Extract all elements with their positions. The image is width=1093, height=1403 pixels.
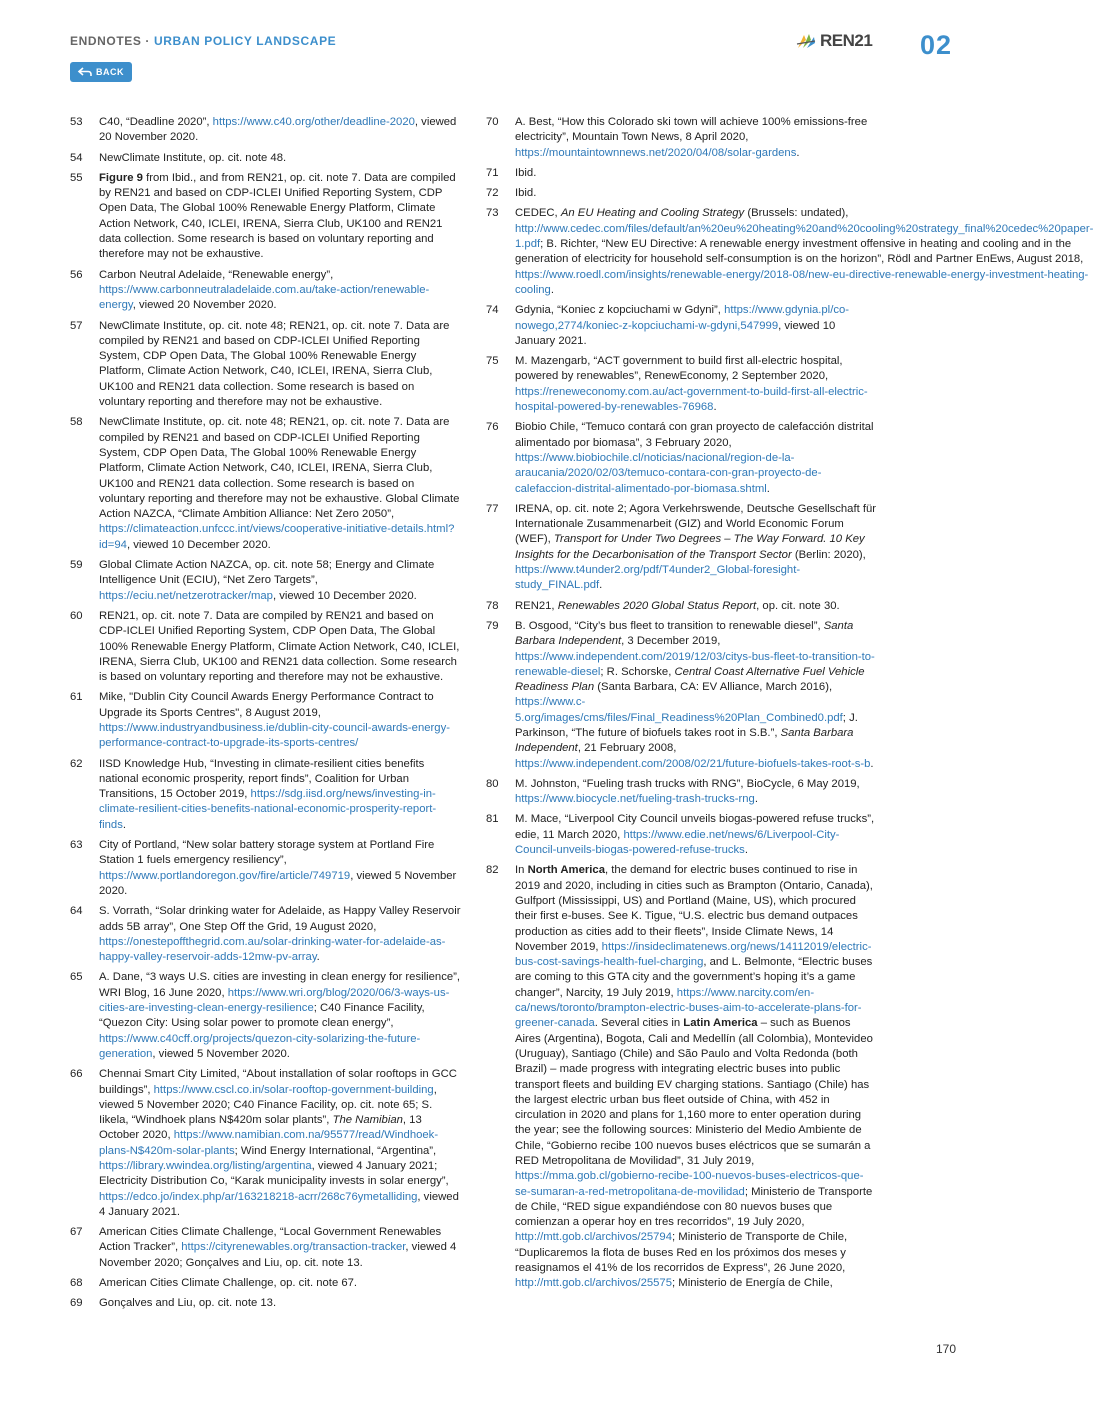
endnote-text xyxy=(99,558,462,604)
text-run: , viewed 4 January 2021. xyxy=(99,1190,459,1218)
citation-link[interactable]: https://sdg.iisd.org/news/investing-in-climate-resilient-cities-benefits-national-economic-prosperity-report-finds xyxy=(99,788,437,831)
endnote-text xyxy=(99,690,462,751)
citation-link[interactable]: https://www.c40cff.org/projects/quezon-city-solarizing-the-future-generation xyxy=(99,1032,421,1060)
text-run: ; R. Schorske, xyxy=(600,665,675,678)
citation-link[interactable]: https://eciu.net/netzerotracker/map xyxy=(99,589,273,602)
citation-link[interactable]: https://insideclimatenews.org/news/14112019/electric-bus-cost-savings-health-fuel-charging xyxy=(515,940,872,969)
endnote-text xyxy=(515,777,878,808)
text-run: C40, “Deadline 2020”, xyxy=(99,116,213,128)
text-run: (Berlin: 2020), xyxy=(791,548,866,561)
citation-link[interactable]: https://www.gdynia.pl/co-nowego,2774/koniec-z-kopciuchami-w-gdyni,547999 xyxy=(515,304,850,332)
text-run: ; J. Parkinson, “The future of biofuels takes root in S.B.”, xyxy=(515,711,858,739)
endnote-number: 67 xyxy=(70,1226,83,1239)
text-run: , viewed 10 January 2021. xyxy=(515,319,836,347)
endnote-number: 54 xyxy=(70,151,83,164)
page-number: 170 xyxy=(935,1342,956,1356)
endnote-number: 55 xyxy=(70,171,83,184)
section-title: URBAN POLICY LANDSCAPE xyxy=(153,34,337,48)
text-run: . xyxy=(599,579,603,592)
italic-title: Santa Barbara Independent xyxy=(515,619,854,648)
endnote-text xyxy=(515,166,878,181)
endnote-number: 57 xyxy=(70,319,83,332)
endnotes-right-column xyxy=(486,115,1093,1297)
back-button[interactable] xyxy=(70,62,132,82)
endnote-number: 56 xyxy=(70,268,83,281)
endnote-text xyxy=(515,619,878,772)
text-run: , viewed 5 November 2020. xyxy=(99,869,457,897)
citation-link[interactable]: https://www.carbonneutraladelaide.com.au/take-action/renewable-energy xyxy=(99,283,430,312)
endnote-66 xyxy=(70,1067,462,1220)
text-run: Global Climate Action NAZCA, op. cit. note 58; Energy and Climate Intelligence Unit (ECIU), “Net Zero Targets”, xyxy=(99,559,435,587)
endnote-number: 66 xyxy=(70,1068,83,1081)
endnote-73 xyxy=(486,206,1093,298)
citation-link[interactable]: https://www.t4under2.org/pdf/T4under2_Global-foresight-study_FINAL.pdf xyxy=(515,564,801,592)
text-run: . xyxy=(870,757,874,770)
text-run: M. Johnston, “Fueling trash trucks with RNG”, BioCycle, 6 May 2019, xyxy=(515,777,860,790)
back-label: BACK xyxy=(96,67,124,77)
endnote-76 xyxy=(486,420,878,496)
citation-link[interactable]: https://www.independent.com/2008/02/21/future-biofuels-takes-root-s-b xyxy=(515,757,871,770)
text-run: , viewed 5 November 2020; C40 Finance Facility, op. cit. note 65; S. Iikela, “Windhoek plans N$420m solar plants”, xyxy=(99,1083,437,1127)
endnote-number: 62 xyxy=(70,757,83,770)
citation-link[interactable]: https://www.c-5.org/images/cms/files/Final_Readiness%20Plan_Combined0.pdf xyxy=(515,696,843,724)
text-run: ; Ministerio de Transporte de Chile, “RED sigue expandiéndose con 80 nuevos buses que comienzan a operar hoy en tres recorridos”, 19 July 2020, xyxy=(515,1185,873,1229)
text-run: A. Dane, “3 ways U.S. cities are investing in clean energy for resilience”, WRI Blog, 16 June 2020, xyxy=(99,971,461,999)
endnote-number: 58 xyxy=(70,416,83,429)
text-run: . xyxy=(744,844,748,857)
endnote-70 xyxy=(486,115,878,161)
endnote-text xyxy=(515,599,878,614)
endnote-text xyxy=(99,151,462,166)
endnote-number: 77 xyxy=(486,502,499,515)
text-run: ; Ministerio de Energía de Chile, xyxy=(672,1277,833,1290)
endnote-text xyxy=(515,186,878,201)
endnote-text xyxy=(99,1276,462,1291)
endnote-number: 80 xyxy=(486,777,499,790)
citation-link[interactable]: https://www.portlandoregon.gov/fire/article/749719 xyxy=(99,869,351,882)
text-run: ; B. Richter, “New EU Directive: A renewable energy investment offensive in heating and cooling and in the generation of electricity for household self-consumption is on the horizon”, Rödl and Partner EnEws, August 2018, xyxy=(515,238,1084,266)
text-run: . Several cities in xyxy=(594,1017,684,1030)
endnote-64 xyxy=(70,904,462,965)
section-header xyxy=(70,34,336,48)
endnote-53 xyxy=(70,115,462,146)
bold-text: Latin America xyxy=(683,1017,758,1030)
endnote-text xyxy=(99,268,462,314)
italic-title: Transport for Under Two Degrees – The Way Forward. 10 Key Insights for the Decarbonisation of the Transport Sector xyxy=(515,533,865,561)
text-run: IISD Knowledge Hub, “Investing in climate-resilient cities benefits national economic prosperity, report finds”, Coalition for Urban Transitions, 15 October 2019, xyxy=(99,757,425,801)
citation-link[interactable]: https://reneweconomy.com.au/act-government-to-build-first-all-electric-hospital-powered-by-renewables-76968 xyxy=(515,385,868,414)
endnote-number: 60 xyxy=(70,609,83,622)
citation-link[interactable]: http://www.cedec.com/files/default/an%20eu%20heating%20and%20cooling%20strategy_final%20cedec%20paper-1.pdf xyxy=(515,222,1093,251)
endnote-71 xyxy=(486,166,878,181)
italic-title: Renewables 2020 Global Status Report xyxy=(557,599,757,612)
text-run: Gonçalves and Liu, op. cit. note 13. xyxy=(99,1297,277,1310)
endnote-79 xyxy=(486,619,878,772)
endnote-number: 53 xyxy=(70,116,83,128)
endnote-62 xyxy=(70,757,462,833)
endnote-text xyxy=(99,319,462,411)
citation-link[interactable]: https://www.edie.net/news/6/Liverpool-City-Council-unveils-biogas-powered-refuse-trucks xyxy=(515,828,840,857)
endnote-72 xyxy=(486,186,878,201)
endnotes-left-column xyxy=(70,115,462,1317)
italic-title: An EU Heating and Cooling Strategy xyxy=(560,207,745,220)
endnote-text xyxy=(99,609,462,685)
text-run: , viewed 10 December 2020. xyxy=(126,538,271,551)
text-run: , 13 October 2020, xyxy=(99,1114,422,1142)
endnote-text xyxy=(515,420,878,496)
citation-link[interactable]: https://onestepoffthegrid.com.au/solar-drinking-water-for-adelaide-as-happy-valley-reservoir-adds-12mw-pv-array xyxy=(99,935,446,964)
endnote-number: 79 xyxy=(486,619,499,632)
citation-link[interactable]: https://www.cscl.co.in/solar-rooftop-government-building xyxy=(153,1083,434,1096)
text-run: Carbon Neutral Adelaide, “Renewable energy”, xyxy=(99,268,334,281)
citation-link[interactable]: https://www.independent.com/2019/12/03/citys-bus-fleet-to-transition-to-renewable-diesel xyxy=(515,650,875,678)
endnote-number: 82 xyxy=(486,864,499,877)
endnote-text xyxy=(515,115,878,161)
text-run: CEDEC, xyxy=(515,207,561,220)
endnote-58 xyxy=(70,415,462,553)
endnote-54 xyxy=(70,151,462,166)
text-run: . xyxy=(122,818,127,831)
endnote-55 xyxy=(70,171,462,263)
italic-title: Santa Barbara Independent xyxy=(515,726,854,755)
endnote-number: 61 xyxy=(70,691,83,704)
text-run: (Brussels: undated), xyxy=(744,207,849,220)
endnote-text xyxy=(99,970,462,1062)
endnote-number: 69 xyxy=(70,1297,83,1310)
endnote-number: 81 xyxy=(486,813,499,826)
italic-title: The Namibian xyxy=(332,1114,403,1127)
text-run: . xyxy=(766,482,770,495)
text-run: American Cities Climate Challenge, op. cit. note 67. xyxy=(99,1277,358,1290)
ren21-logo xyxy=(796,31,872,51)
text-run: M. Mazengarb, “ACT government to build first all-electric hospital, powered by renewables”, RenewEconomy, 2 September 2020, xyxy=(515,355,843,383)
endnote-61 xyxy=(70,690,462,751)
endnote-number: 75 xyxy=(486,355,499,368)
endnote-59 xyxy=(70,558,462,604)
endnote-text xyxy=(99,838,462,899)
text-run: IRENA, op. cit. note 2; Agora Verkehrswende, Deutsche Gesellschaft für Internationale Zusammenarbeit (GIZ) and World Economic Forum (WEF), xyxy=(515,502,877,546)
citation-link[interactable]: https://www.narcity.com/en-ca/news/toronto/brampton-electric-buses-aim-to-accelerate-plans-for-greener-canada xyxy=(515,986,862,1030)
citation-link[interactable]: https://www.biobiochile.cl/noticias/nacional/region-de-la-araucania/2020/02/03/temuco-contara-con-gran-proyecto-de-calefaccion-distrital-alimentado-por-biomasa.shtml xyxy=(515,451,822,495)
endnote-number: 72 xyxy=(486,187,499,200)
text-run: , viewed 5 November 2020. xyxy=(152,1047,290,1060)
text-run: – such as Buenos Aires (Argentina), Bogota, Cali and Medellín (all Colombia), Montevideo (Uruguay), Santiago (Chile) and São Paulo and Volta Redonda (both Brazil) – made progress with integrating electric buses into public transport fleets and building EV charging stations. Santiago (Chile) has the largest electric urban bus fleet outside of China, with 452 in circulation in 2020 and plans for 1,160 more to enter operation during the year; see the following sources: Ministerio del Medio Ambiente de Chile, “Gobierno recibe 100 nuevos buses eléctricos que se sumarán a RED Metropolitana de Movilidad”, 31 July 2019, xyxy=(515,1017,873,1167)
text-run: Chennai Smart City Limited, “About installation of solar rooftops in GCC buildings”, xyxy=(99,1068,457,1096)
ren21-logo-icon xyxy=(796,32,816,50)
text-run: ; Ministerio de Transporte de Chile, “Duplicaremos la flota de buses Red en los próximos dos meses y reasignamos el 41% de los recorridos de Express”, 26 June 2020, xyxy=(515,1231,848,1275)
text-run: In xyxy=(515,864,528,877)
endnote-63 xyxy=(70,838,462,899)
endnote-number: 59 xyxy=(70,559,83,572)
endnote-68 xyxy=(70,1276,462,1291)
endnote-74 xyxy=(486,303,878,349)
endnote-number: 65 xyxy=(70,971,83,984)
text-run: Ibid. xyxy=(515,187,537,200)
back-arrow-icon xyxy=(78,67,92,77)
endnote-text xyxy=(99,115,462,146)
text-run: B. Osgood, “City’s bus fleet to transition to renewable diesel”, xyxy=(515,619,824,632)
citation-link[interactable]: https://www.industryandbusiness.ie/dublin-city-council-awards-energy-performance-contract-to-upgrade-its-sports-centres/ xyxy=(99,721,450,750)
endnote-text xyxy=(515,863,878,1291)
text-run: . xyxy=(713,401,717,414)
text-run: , the demand for electric buses continued to rise in 2019 and 2020, including in cities such as Brampton (Ontario, Canada), Gulfport (Mississippi, US) and Portland (Maine, US), which procured their first e-buses. See K. Tigue, “U.S. electric bus demand outpaces production as cities add to their fleets”, Inside Climate News, 14 November 2019, xyxy=(515,864,873,953)
text-run: , op. cit. note 30. xyxy=(756,599,840,612)
text-run: REN21, xyxy=(515,599,558,612)
text-run: from Ibid., and from REN21, op. cit. note 7. Data are compiled by REN21 and based on CDP-ICLEI Unified Reporting System, CDP Open Data, The Global 100% Renewable Energy Platform, Climate Action Network, C40, ICLEI, IRENA, Sierra Club, UK100 and REN21 data collection. Some research is based on voluntary reporting and therefore may not be exhaustive. xyxy=(99,171,456,261)
endnote-number: 74 xyxy=(486,304,499,317)
citation-link[interactable]: https://www.namibian.com.na/95577/read/Windhoek-plans-N$420m-solar-plants xyxy=(99,1129,439,1157)
endnote-text xyxy=(515,354,878,415)
text-run: City of Portland, “New solar battery storage system at Portland Fire Station 1 fuels emergency resiliency”, xyxy=(99,839,435,867)
text-run: REN21, op. cit. note 7. Data are compiled by REN21 and based on CDP-ICLEI Unified Reporting System, CDP Open Data, The Global 100% Renewable Energy Platform, Climate Action Network, C40, ICLEI, IRENA, Sierra Club, UK100 and REN21 data collection. Some research is based on voluntary reporting and therefore may not be exhaustive. xyxy=(99,609,460,684)
endnote-77 xyxy=(486,502,878,594)
citation-link[interactable]: https://library.wwindea.org/listing/argentina xyxy=(99,1160,312,1172)
citation-link[interactable]: https://www.c40.org/other/deadline-2020 xyxy=(212,116,415,128)
text-run: Mike, "Dublin City Council Awards Energy Performance Contract to Upgrade its Sports Centres", 8 August 2019, xyxy=(99,691,434,719)
citation-link[interactable]: http://mtt.gob.cl/archivos/25575 xyxy=(515,1277,672,1290)
endnote-number: 76 xyxy=(486,421,499,434)
endnote-text xyxy=(515,502,878,594)
citation-link[interactable]: https://www.wri.org/blog/2020/06/3-ways-us-cities-are-investing-clean-energy-resilience xyxy=(99,986,450,1015)
endnote-text xyxy=(99,1296,462,1311)
citation-link[interactable]: https://mma.gob.cl/gobierno-recibe-100-nuevos-buses-electricos-que-se-sumaran-a-red-metropolitana-de-movilidad xyxy=(515,1170,864,1198)
citation-link[interactable]: https://mountaintownnews.net/2020/04/08/solar-gardens xyxy=(515,146,797,159)
endnote-80 xyxy=(486,777,878,808)
text-run: Biobio Chile, “Temuco contará con gran proyecto de calefacción distrital alimentado por biomasa”, 3 February 2020, xyxy=(515,421,874,449)
endnote-text xyxy=(515,303,878,349)
endnote-number: 78 xyxy=(486,599,499,612)
text-run: Gdynia, “Koniec z kopciuchami w Gdyni”, xyxy=(515,304,725,317)
italic-title: Central Coast Alternative Fuel Vehicle Readiness Plan xyxy=(515,665,865,694)
text-run: , 21 February 2008, xyxy=(577,742,677,755)
endnote-60 xyxy=(70,609,462,685)
text-run: A. Best, “How this Colorado ski town will achieve 100% emissions-free electricity”, Mountain Town News, 8 April 2020, xyxy=(515,116,868,144)
bold-text: North America xyxy=(527,864,605,877)
text-run: ; Wind Energy International, “Argentina”, xyxy=(234,1144,437,1157)
endnote-number: 71 xyxy=(486,166,499,179)
text-run: American Cities Climate Challenge, “Local Government Renewables Action Tracker”, xyxy=(99,1226,442,1254)
endnote-text xyxy=(99,415,462,553)
text-run: , 3 December 2019, xyxy=(621,635,721,648)
endnote-57 xyxy=(70,319,462,411)
text-run: , viewed 4 November 2020; Gonçalves and Liu, op. cit. note 13. xyxy=(99,1241,457,1269)
endnote-number: 68 xyxy=(70,1277,83,1290)
text-run: NewClimate Institute, op. cit. note 48; REN21, op. cit. note 7. Data are compiled by REN21 and based on CDP-ICLEI Unified Reporting System, CDP Open Data, The Global 100% Renewable Energy Platform, Climate Action Network, C40, ICLEI, IRENA, Sierra Club, UK100 and REN21 data collection. Some research is based on voluntary reporting and therefore may not be exhaustive. Global Climate Action NAZCA, “Climate Ambition Alliance: Net Zero 2050”, xyxy=(99,416,460,521)
endnote-text xyxy=(99,904,462,965)
text-run: NewClimate Institute, op. cit. note 48. xyxy=(99,151,287,164)
text-run: , viewed 10 December 2020. xyxy=(272,589,417,602)
text-run: S. Vorrath, “Solar drinking water for Adelaide, as Happy Valley Reservoir adds 5B array”, One Step Off the Grid, 19 August 2020, xyxy=(99,905,461,933)
text-run: . xyxy=(550,283,554,296)
text-run: . xyxy=(754,793,758,806)
text-run: , viewed 4 January 2021; Electricity Distribution Co, “Karak municipality invests in solar energy”, xyxy=(99,1160,449,1188)
text-run: . xyxy=(796,146,800,159)
endnote-67 xyxy=(70,1225,462,1271)
endnote-65 xyxy=(70,970,462,1062)
logo-text: REN21 xyxy=(820,31,873,50)
endnote-82 xyxy=(486,863,878,1291)
chapter-number: 02 xyxy=(920,30,953,60)
citation-link[interactable]: https://cityrenewables.org/transaction-tracker xyxy=(181,1241,406,1254)
text-run: . xyxy=(316,951,320,964)
endnote-69 xyxy=(70,1296,462,1311)
text-run: Ibid. xyxy=(515,166,537,179)
bold-text: Figure 9 xyxy=(99,171,143,184)
text-run: M. Mace, “Liverpool City Council unveils biogas-powered refuse trucks”, edie, 11 March 2020, xyxy=(515,813,875,841)
text-run: ; C40 Finance Facility, “Quezon City: Using solar power to promote clean energy”, xyxy=(99,1002,425,1030)
text-run: , and L. Belmonte, “Electric buses are coming to this GTA city and the government’s hoping it’s a game changer”, Narcity, 19 July 2019, xyxy=(515,956,873,999)
endnote-text xyxy=(99,171,462,263)
text-run: , viewed 20 November 2020. xyxy=(132,299,277,312)
endnote-text xyxy=(515,206,1093,298)
endnote-text xyxy=(99,1067,462,1220)
endnote-number: 63 xyxy=(70,839,83,852)
endnote-75 xyxy=(486,354,878,415)
endnote-text xyxy=(515,812,878,858)
endnote-number: 70 xyxy=(486,116,499,128)
text-run: NewClimate Institute, op. cit. note 48; REN21, op. cit. note 7. Data are compiled by REN21 and based on CDP-ICLEI Unified Reporting System, CDP Open Data, The Global 100% Renewable Energy Platform, Climate Action Network, C40, ICLEI, IRENA, Sierra Club, UK100 and REN21 data collection. Some research is based on voluntary reporting and therefore may not be exhaustive. xyxy=(99,319,450,409)
text-run: , viewed 20 November 2020. xyxy=(99,116,457,144)
endnote-text xyxy=(99,1225,462,1271)
section-prefix: ENDNOTES · xyxy=(70,34,154,48)
endnote-number: 73 xyxy=(486,207,499,220)
citation-link[interactable]: https://www.biocycle.net/fueling-trash-trucks-rng xyxy=(515,793,755,806)
citation-link[interactable]: https://www.roedl.com/insights/renewable-energy/2018-08/new-eu-directive-renewable-energy-investment-heating-cooling xyxy=(515,268,1089,296)
citation-link[interactable]: https://edco.jo/index.php/ar/163218218-acrr/268c76ymetalliding xyxy=(99,1190,418,1203)
endnote-56 xyxy=(70,268,462,314)
text-run: (Santa Barbara, CA: EV Alliance, March 2016), xyxy=(594,681,833,694)
endnote-text xyxy=(99,757,462,833)
endnote-number: 64 xyxy=(70,905,83,918)
citation-link[interactable]: http://mtt.gob.cl/archivos/25794 xyxy=(515,1231,672,1244)
citation-link[interactable]: https://climateaction.unfccc.int/views/cooperative-initiative-details.html?id=94 xyxy=(99,523,455,551)
endnote-81 xyxy=(486,812,878,858)
endnote-78 xyxy=(486,599,878,614)
